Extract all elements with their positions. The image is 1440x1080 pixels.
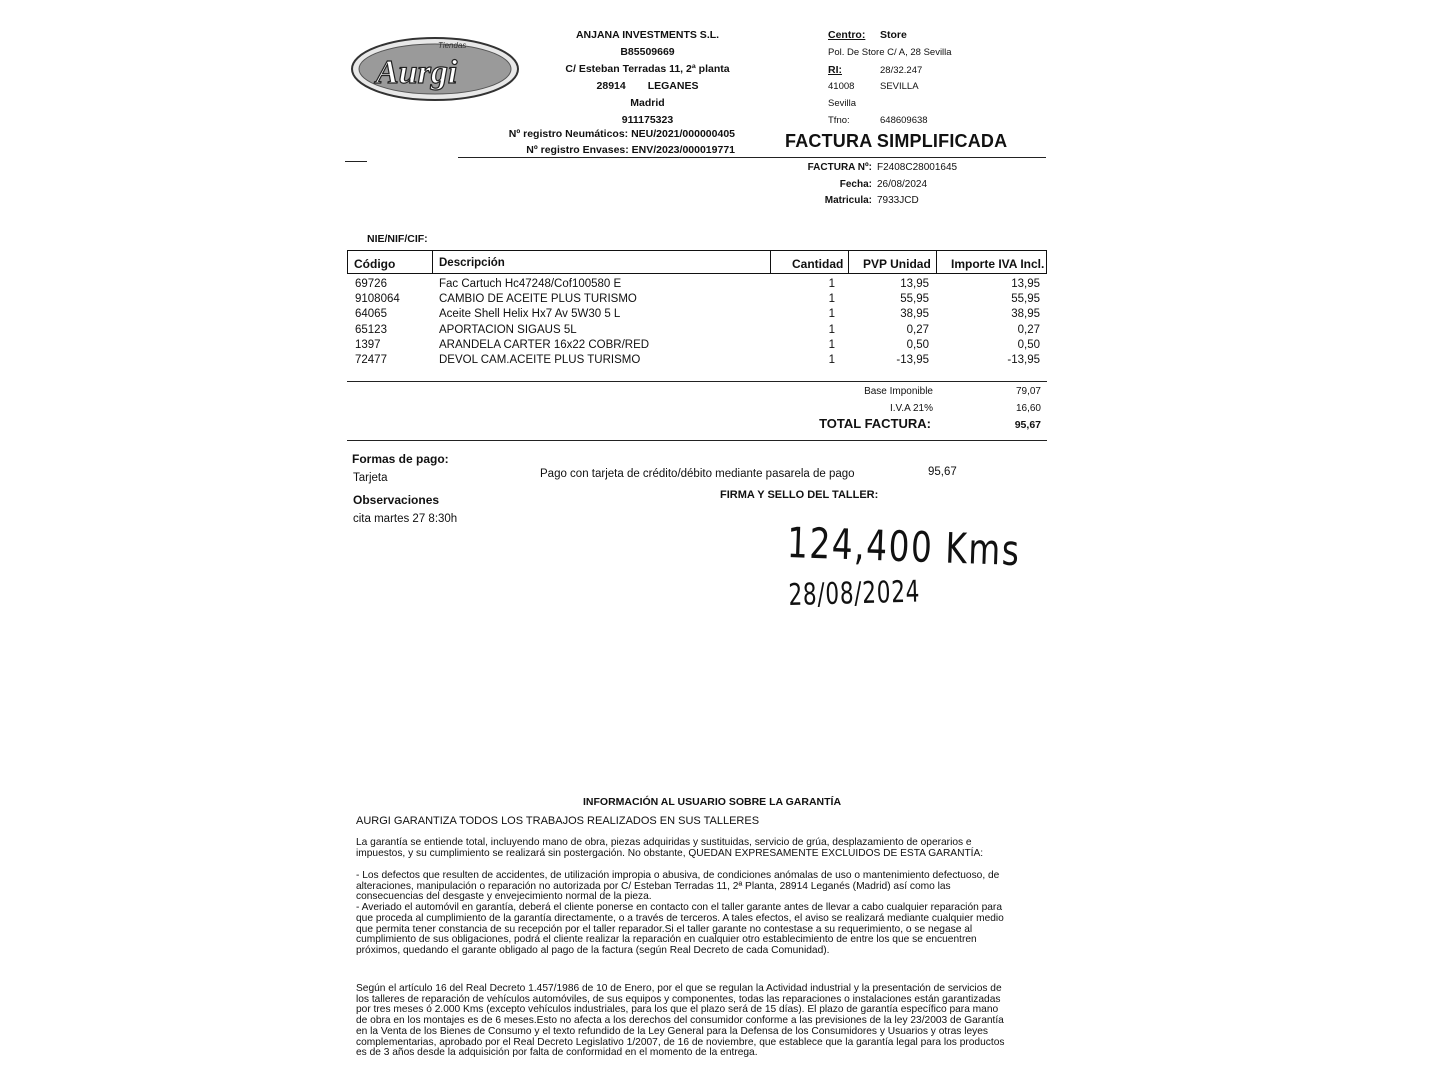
item-unit-price: 0,50 <box>906 338 929 351</box>
header-divider <box>458 157 1046 158</box>
store-info <box>828 27 1038 130</box>
payment-amount: 95,67 <box>928 466 957 478</box>
item-total: 38,95 <box>1011 308 1040 321</box>
warranty-line: por tres meses ó 2.000 Kms (excepto vehículos industriales, para los que el plazo será de 15 días). El plazo de garantía específico para mano <box>356 1004 999 1016</box>
warranty-line: los talleres de reparación de vehículos automóviles, de sus equipos y componentes, todas las reparaciones o instalaciones están garantizadas <box>356 993 1001 1005</box>
observations-text: cita martes 27 8:30h <box>353 513 458 525</box>
reg-envases: Nº registro Envases: ENV/2023/000019771 <box>526 144 735 156</box>
item-quantity: 1 <box>828 323 835 336</box>
item-quantity: 1 <box>828 353 835 366</box>
payment-method: Tarjeta <box>353 472 388 484</box>
table-row <box>347 323 1047 338</box>
header-quantity: Cantidad <box>792 257 844 271</box>
scan-mark <box>345 161 367 162</box>
total-value: 95,67 <box>1014 419 1041 431</box>
table-row <box>347 338 1047 353</box>
invoice-date: 26/08/2024 <box>877 178 928 190</box>
totals-divider <box>347 381 1047 382</box>
nif-label: NIE/NIF/CIF: <box>367 233 428 245</box>
observations-title: Observaciones <box>353 493 440 507</box>
item-unit-price: -13,95 <box>896 353 929 366</box>
table-row <box>347 277 1047 292</box>
warranty-line: complementarias, aprobado por el Real Decreto Legislativo 1/2007, de 16 de noviembre, que establece que la garantía legal para los productos <box>356 1036 1005 1048</box>
item-code: 1397 <box>355 338 381 351</box>
company-city: LEGANES <box>647 80 699 92</box>
header-total: Importe IVA Incl. <box>951 257 1045 271</box>
company-cif: B85509669 <box>620 46 675 58</box>
warranty-line: de obra en los montajes es de 6 meses.Esto no afecta a los derechos del consumidor conforme a las previsiones de la ley 23/2003 de Garantía <box>356 1015 1004 1027</box>
item-code: 64065 <box>355 308 387 321</box>
item-description: CAMBIO DE ACEITE PLUS TURISMO <box>439 293 637 306</box>
item-total: 13,95 <box>1011 278 1040 290</box>
table-header <box>347 250 1047 274</box>
item-quantity: 1 <box>828 278 835 290</box>
warranty-line: que proceda al cumplimiento de la garantía directamente, o a través de terceros. A tales efectos, el aviso se realizará mediante cualquier medio <box>356 912 1004 924</box>
table-row <box>347 307 1047 322</box>
store-city: SEVILLA <box>880 81 919 93</box>
table-row <box>347 353 1047 368</box>
handwritten-mileage: 124,400 Kms <box>786 518 1022 576</box>
item-unit-price: 55,95 <box>900 293 929 306</box>
store-phone-label: Tfno: <box>828 114 850 126</box>
invoice-date-label: Fecha: <box>839 178 872 190</box>
invoice-number-label: FACTURA Nº: <box>807 162 872 173</box>
company-address: C/ Esteban Terradas 11, 2ª planta <box>565 63 730 75</box>
item-code: 65123 <box>355 323 387 336</box>
ri-label: RI: <box>828 63 842 76</box>
handwritten-date: 28/08/2024 <box>788 574 921 613</box>
company-info <box>505 27 790 129</box>
item-total: -13,95 <box>1007 353 1040 366</box>
aurgi-logo <box>350 33 520 103</box>
col-divider <box>770 251 771 273</box>
item-quantity: 1 <box>828 308 835 321</box>
ri-value: 28/32.247 <box>880 64 923 76</box>
payment-title: Formas de pago: <box>352 452 449 466</box>
company-name: ANJANA INVESTMENTS S.L. <box>575 29 720 41</box>
centro-label: Centro: <box>828 29 866 41</box>
company-postal-code: 28914 <box>596 80 626 92</box>
warranty-line: Según el artículo 16 del Real Decreto 1.457/1986 de 10 de Enero, por el que se regulan la Actividad industrial y la presentación de servicios de <box>356 983 1002 994</box>
store-province: Sevilla <box>828 98 856 110</box>
invoice-plate: 7933JCD <box>877 195 919 206</box>
items-table <box>347 250 1047 368</box>
total-label: TOTAL FACTURA: <box>819 416 931 431</box>
warranty-line: La garantía se entiende total, incluyendo mano de obra, piezas adquiridas y sustituidas, servicio de grúa, desplazamiento de operarios e <box>356 837 972 848</box>
warranty-line: que permita tener constancia de su recepción por el taller reparador.Si el taller garante no contestase a su requerimiento, o se negase al <box>356 923 973 935</box>
header-unit-price: PVP Unidad <box>863 257 931 271</box>
iva-value: 16,60 <box>1015 403 1041 414</box>
store-postal-code: 41008 <box>828 81 855 93</box>
warranty-line: es de 3 años desde la adquisición por falta de conformidad en el momento de la entrega. <box>356 1047 758 1059</box>
warranty-line: próximos, quedando el garante obligado al pago de la factura (según Real Decreto de cada Comunidad). <box>356 944 830 956</box>
item-code: 69726 <box>355 278 387 290</box>
warranty-line: - Los defectos que resulten de accidentes, de utilización impropia o abusiva, de condiciones anómalas de uso o mantenimiento defectuoso, de <box>356 870 1000 881</box>
store-address: Pol. De Store C/ A, 28 Sevilla <box>828 46 952 58</box>
warranty-line: impuestos, y su cumplimiento se realizará sin postergación. No obstante, QUEDAN EXPRESAMENTE EXCLUIDOS DE ESTA GARANTÍA: <box>356 847 984 859</box>
item-unit-price: 38,95 <box>900 308 929 321</box>
warranty-line: consecuencias del desgaste y envejecimiento normal de la pieza. <box>356 891 652 903</box>
header-description: Descripción <box>439 257 505 269</box>
warranty-line: cumplimiento de sus obligaciones, podrá el cliente realizar la reparación en cualquier otro establecimiento de entre los que se encuentren <box>356 934 977 946</box>
item-unit-price: 0,27 <box>906 323 929 336</box>
item-description: Aceite Shell Helix Hx7 Av 5W30 5 L <box>439 308 621 321</box>
item-description: DEVOL CAM.ACEITE PLUS TURISMO <box>439 353 641 366</box>
col-divider <box>432 251 433 273</box>
store-phone-value: 648609638 <box>880 114 928 126</box>
aurgi-logo-graphic <box>350 33 520 103</box>
warranty-title: INFORMACIÓN AL USUARIO SOBRE LA GARANTÍA <box>583 796 842 808</box>
item-unit-price: 13,95 <box>900 278 929 290</box>
item-total: 0,50 <box>1017 338 1040 351</box>
signature-label: FIRMA Y SELLO DEL TALLER: <box>720 489 879 501</box>
warranty-line: alteraciones, manipulación o reparación no autorizada por C/ Esteban Terradas 11, 2ª Planta, 28914 Leganés (Madrid) así como las <box>356 880 951 892</box>
item-total: 0,27 <box>1017 323 1040 336</box>
item-description: APORTACION SIGAUS 5L <box>439 323 577 336</box>
col-divider <box>936 251 937 273</box>
item-total: 55,95 <box>1011 293 1040 306</box>
registros <box>470 126 735 158</box>
invoice-number: F2408C28001645 <box>877 162 958 173</box>
invoice-meta <box>790 160 1050 210</box>
item-quantity: 1 <box>828 293 835 306</box>
warranty-paragraph-1 <box>356 838 1046 859</box>
header-code: Código <box>354 257 396 271</box>
svg-text:Tiendas: Tiendas <box>438 41 467 50</box>
item-quantity: 1 <box>828 338 835 351</box>
item-code: 72477 <box>355 353 387 366</box>
warranty-paragraph-2 <box>356 871 1046 957</box>
company-province: Madrid <box>630 97 665 109</box>
base-value: 79,07 <box>1015 386 1041 397</box>
reg-neumaticos: Nº registro Neumáticos: NEU/2021/000000405 <box>508 128 735 140</box>
payment-description: Pago con tarjeta de crédito/débito mediante pasarela de pago <box>540 468 855 480</box>
item-description: ARANDELA CARTER 16x22 COBR/RED <box>439 338 650 351</box>
bottom-divider <box>347 440 1047 441</box>
warranty-line: en la Venta de los Bienes de Consumo y el texto refundido de la Ley General para la Defensa de los Consumidores y Usuarios y otras leyes <box>356 1025 988 1037</box>
col-divider <box>848 251 849 273</box>
company-phone: 911175323 <box>621 114 674 126</box>
warranty-subtitle: AURGI GARANTIZA TODOS LOS TRABAJOS REALIZADOS EN SUS TALLERES <box>356 815 760 827</box>
warranty-paragraph-3 <box>356 984 1046 1059</box>
svg-text:Aurgi: Aurgi <box>376 54 458 91</box>
warranty-line: - Averiado el automóvil en garantía, deberá el cliente ponerse en contacto con el taller garante antes de llevar a cabo cualquier reparación para <box>356 902 1002 914</box>
invoice-title: FACTURA SIMPLIFICADA <box>785 131 1008 151</box>
company-city-row <box>505 78 790 95</box>
base-label: Base Imponible <box>864 386 933 397</box>
table-body <box>347 277 1047 368</box>
item-description: Fac Cartuch Hc47248/Cof100580 E <box>439 278 622 290</box>
iva-label: I.V.A 21% <box>890 403 933 414</box>
centro-value: Store <box>880 29 907 41</box>
invoice-plate-label: Matricula: <box>824 195 872 206</box>
item-code: 9108064 <box>355 293 400 306</box>
totals <box>780 383 1045 434</box>
table-row <box>347 292 1047 307</box>
